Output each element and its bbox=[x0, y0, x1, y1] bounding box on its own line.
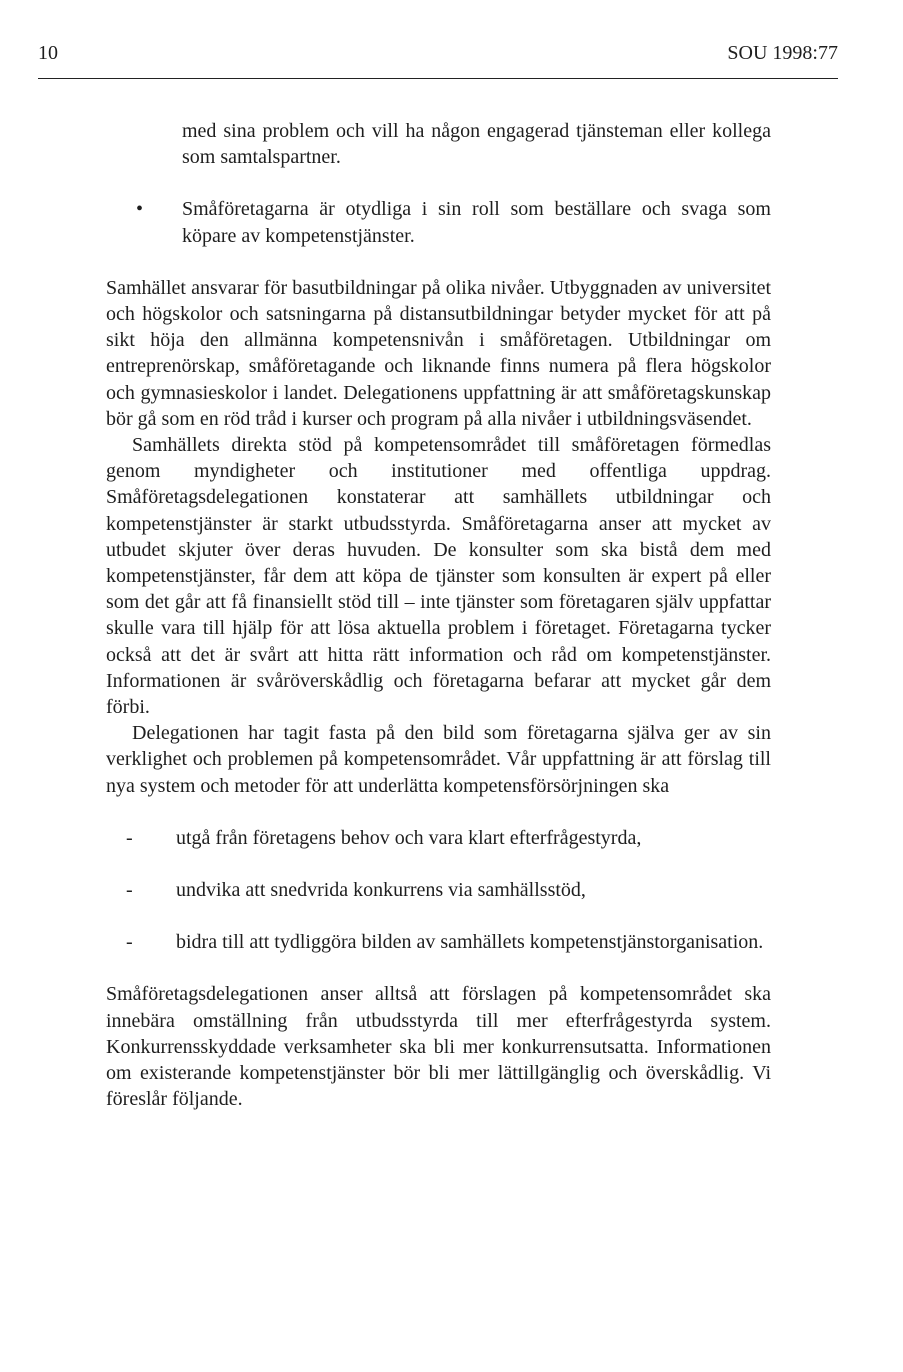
dash-list-item bbox=[106, 877, 771, 903]
paragraph: Delegationen har tagit fasta på den bild som företagarna själva ger av sin verklighet och problemen på kompetensområdet. Vår uppfattning är att förslag till nya system och metoder för att underlätta kompetensförsörjningen ska bbox=[106, 722, 771, 797]
paragraph: Samhällets direkta stöd på kompetensområdet till småföretagen förmedlas genom myndigheter och institutioner med offentliga uppdrag. Småföretagsdelegationen konstaterar att samhällets utbildningar och kompetenstjänster är starkt utbudsstyrda. Småföretagarna anser att mycket av utbudet skjuter över deras huvuden. De konsulter som ska bistå dem med kompetenstjänster, får dem att köpa de tjänster som konsulten är expert på eller som det går att få finansiellt stöd till – inte tjänster som företagaren själv uppfattar skulle vara till hjälp för att lösa aktuella problem i företaget. Företagarna tycker också att det är svårt att hitta rätt information och råd om kompetenstjänster. Informationen är svåröverskådlig och företagarna befarar att mycket går dem förbi. bbox=[106, 434, 771, 719]
dash-item-text: utgå från företagens behov och vara klart efterfrågestyrda, bbox=[176, 826, 642, 849]
continuation-paragraph: med sina problem och vill ha någon engagerad tjänsteman eller kollega som samtalspartner. bbox=[182, 120, 771, 169]
header-rule bbox=[38, 78, 838, 79]
bullet-item bbox=[106, 196, 771, 248]
body-text bbox=[106, 118, 771, 1113]
running-title: SOU 1998:77 bbox=[727, 42, 838, 64]
dash-list-item bbox=[106, 825, 771, 851]
page-header bbox=[38, 40, 838, 72]
dash-icon: - bbox=[126, 826, 133, 849]
dash-item-text: bidra till att tydliggöra bilden av samhällets kompetenstjänstorganisation. bbox=[176, 931, 764, 954]
dash-item-text: undvika att snedvrida konkurrens via samhällsstöd, bbox=[176, 879, 586, 902]
dash-icon: - bbox=[126, 879, 133, 902]
dash-icon: - bbox=[126, 931, 133, 954]
page-number: 10 bbox=[38, 42, 58, 64]
bullet-icon: • bbox=[136, 198, 144, 221]
dash-list-item bbox=[106, 929, 771, 955]
bullet-text: Småföretagarna är otydliga i sin roll som beställare och svaga som köpare av kompetenstjänster. bbox=[182, 198, 771, 247]
paragraph: Samhället ansvarar för basutbildningar på olika nivåer. Utbyggnaden av universitet och högskolor och satsningarna på distansutbildningar betyder mycket för att på sikt höja den allmänna kompetensnivån i småföretagen. Utbildningar om entreprenörskap, småföretagande och liknande finns numera på flera högskolor och gymnasieskolor i landet. Delegationens uppfattning är att småföretagskunskap bör gå som en röd tråd i kurser och program på alla nivåer i utbildningsväsendet. bbox=[106, 276, 771, 430]
dash-list bbox=[106, 825, 771, 956]
paragraph: Småföretagsdelegationen anser alltså att förslagen på kompetensområdet ska innebära omställning från utbudsstyrda till mer efterfrågestyrda system. Konkurrensskyddade verksamheter ska bli mer konkurrensutsatta. Informationen om existerande kompetenstjänster bör bli mer lättillgänglig och överskådlig. Vi föreslår följande. bbox=[106, 983, 771, 1111]
